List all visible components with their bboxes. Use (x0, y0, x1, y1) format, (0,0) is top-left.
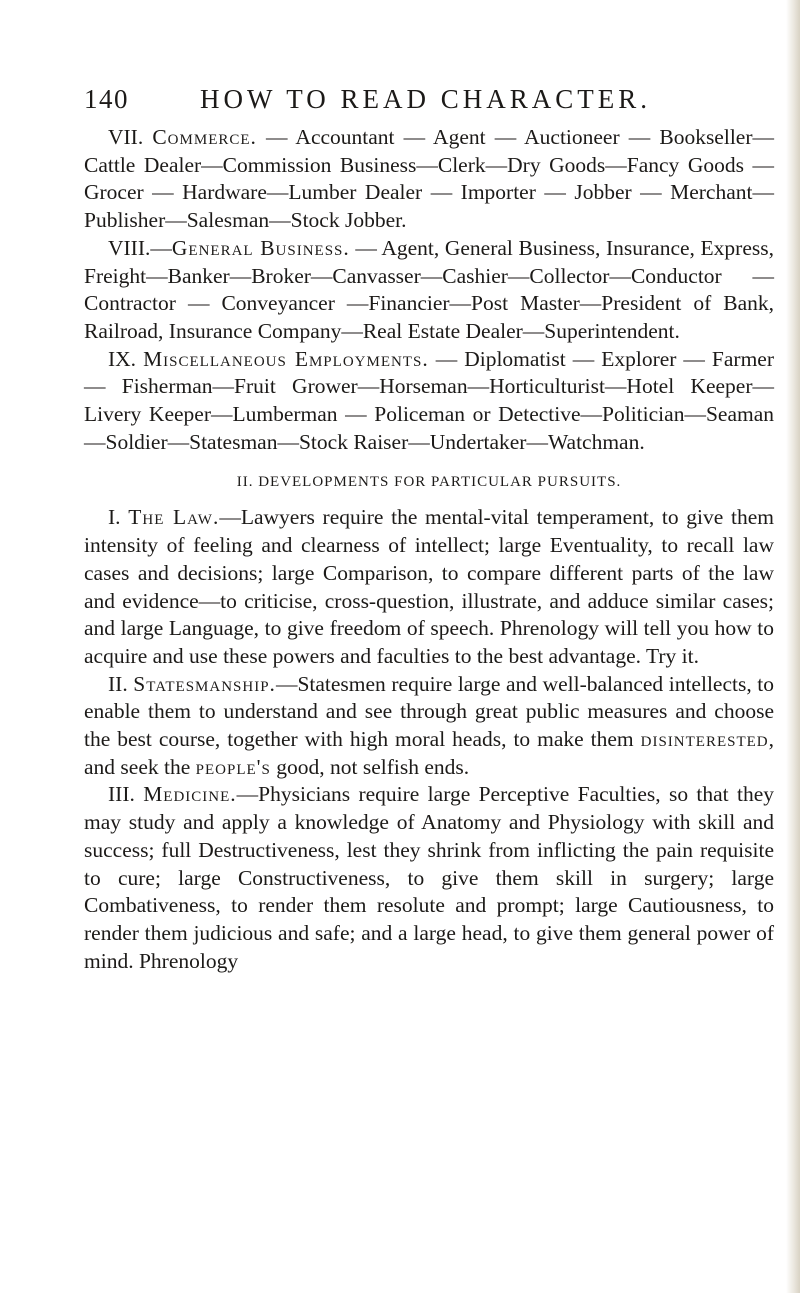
emphasis-disinterested: disinterested (640, 727, 769, 752)
paragraph-heading: Statesmanship. (133, 671, 276, 696)
section-heading: II. DEVELOPMENTS FOR PARTICULAR PURSUITS. (236, 474, 622, 491)
pursuit-paragraph-medicine (84, 781, 774, 975)
paragraph-numeral: VIII.— (108, 235, 172, 260)
occupation-paragraph-commerce (84, 124, 774, 235)
pursuit-paragraph-law (84, 504, 774, 670)
paragraph-text: —Statesmen require large and well-balanced intellects, to enable them to understand and see through great public measures and choose the best course, together with high moral heads, to make them (84, 671, 775, 752)
page-edge-shadow (786, 0, 800, 1293)
paragraph-numeral: III. (108, 782, 135, 807)
pursuit-paragraph-statesmanship (84, 671, 774, 782)
running-title: HOW TO READ CHARACTER. (200, 84, 652, 114)
occupation-paragraph-general-business (84, 235, 774, 346)
paragraph-numeral: VII. (108, 125, 144, 149)
paragraph-numeral: I. (108, 505, 121, 530)
paragraph-heading: Medicine. (143, 782, 237, 807)
paragraph-heading: The Law. (128, 505, 220, 530)
body-text (84, 124, 774, 975)
paragraph-numeral: IX. (108, 346, 137, 371)
paragraph-text: — Diplomatist — Explorer — Farmer — Fisherman—Fruit Grower—Horseman—Horticulturist—Hotel Keeper—Livery Keeper—Lumberman — Policeman or Detective—Politician—Seaman—Soldier—Statesman—Stock Raiser—Undertaker—Watchman. (84, 346, 774, 454)
paragraph-text: —Lawyers require the mental-vital temperament, to give them intensity of feeling and clearness of intellect; large Eventuality, to recall law cases and decisions; large Comparison, to compare different parts of the law and evidence—to criticise, cross-question, illustrate, and adduce similar cases; and large Language, to give freedom of speech. Phrenology will tell you how to acquire and use these powers and faculties to the best advantage. Try it. (84, 505, 774, 668)
paragraph-text: —Physicians require large Perceptive Faculties, so that they may study and apply a knowledge of Anatomy and Physiology with skill and success; full Destructiveness, lest they shrink from inflicting the pain requisite to cure; large Constructiveness, to give them skill in surgery; large Combativeness, to render them resolute and prompt; large Cautiousness, to render them judicious and safe; and a large head, to give them general power of mind. Phrenology (84, 782, 774, 973)
paragraph-heading: General Business. (171, 235, 350, 260)
paragraph-text: — Agent, General Business, Insurance, Express, Freight—Banker—Broker—Canvasser—Cashier—Collector—Conductor — Contractor — Conveyancer —Financier—Post Master—President of Bank, Railroad, Insurance Company—Real Estate Dealer—Superintendent. (84, 235, 774, 343)
paragraph-numeral: II. (108, 671, 128, 696)
emphasis-peoples: people's (195, 754, 271, 779)
paragraph-text: — Accountant — Agent — Auctioneer — Bookseller—Cattle Dealer—Commission Business—Clerk—Dry Goods—Fancy Goods — Grocer — Hardware—Lumber Dealer — Importer — Jobber — Merchant—Publisher—Salesman—Stock Jobber. (84, 125, 774, 233)
paragraph-text: good, not selfish ends. (270, 754, 470, 779)
running-header (84, 84, 764, 120)
page-number: 140 (84, 84, 129, 114)
paragraph-heading: Commerce. (152, 125, 257, 149)
occupation-paragraph-miscellaneous (84, 346, 774, 457)
paragraph-text: , and seek the (84, 727, 774, 779)
paragraph-heading: Miscellaneous Employments. (143, 346, 429, 371)
